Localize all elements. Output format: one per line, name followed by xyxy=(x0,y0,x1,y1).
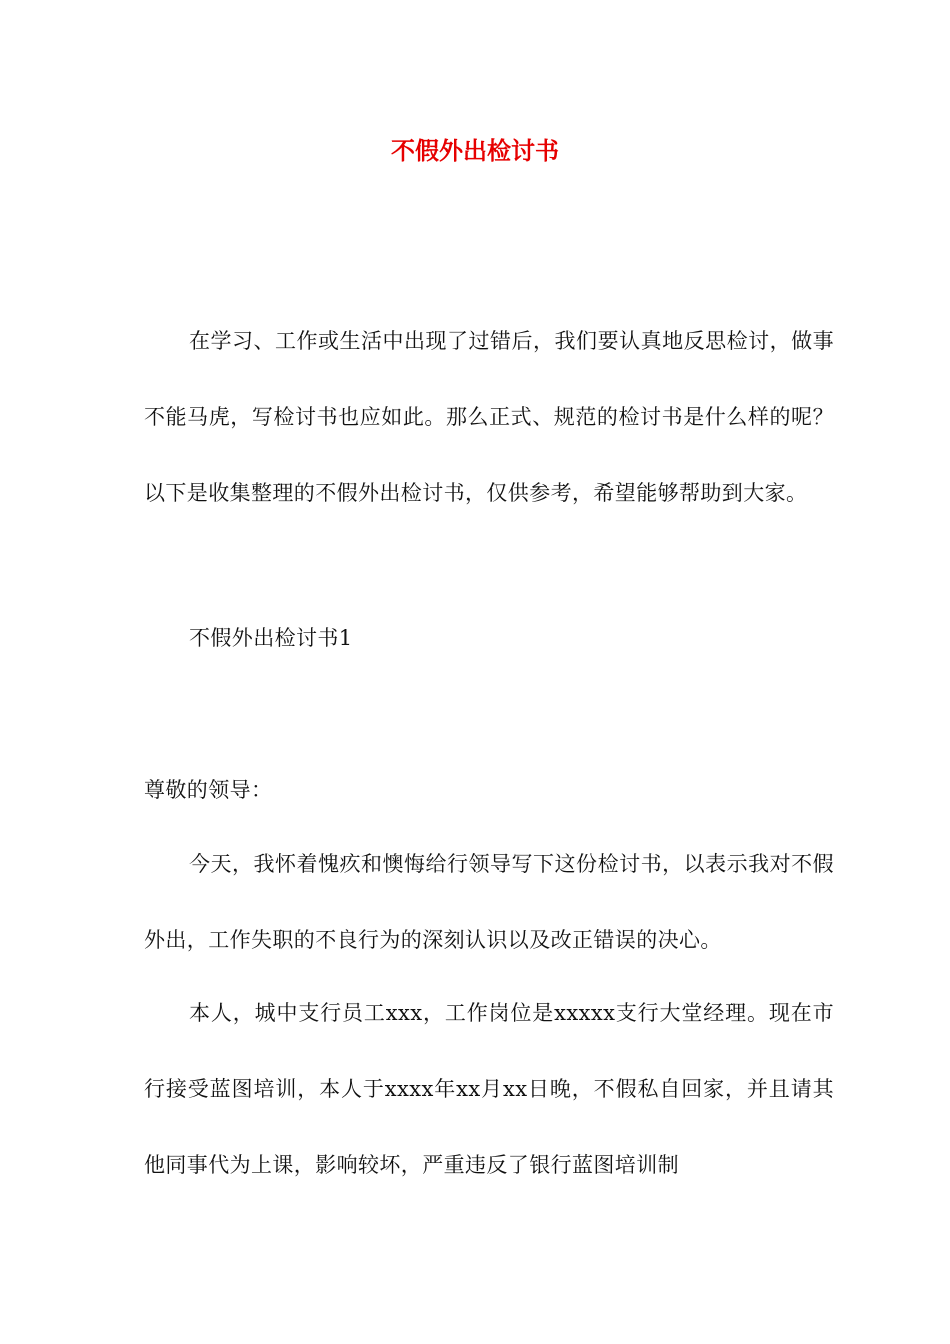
body-paragraph-2: 本人，城中支行员工xxx，工作岗位是xxxxx支行大堂经理。现在市行接受蓝图培训，本人于xxxx年xx月xx日晚，不假私自回家，并且请其他同事代为上课，影响较坏，严重违反了银行蓝图培训制 xyxy=(144,1001,834,1177)
section-heading: 不假外出检讨书1 xyxy=(189,626,353,650)
salutation: 尊敬的领导： xyxy=(144,778,273,802)
document-title: 不假外出检讨书 xyxy=(391,136,559,165)
body-paragraph-1: 今天，我怀着愧疚和懊悔给行领导写下这份检讨书，以表示我对不假外出，工作失职的不良行为的深刻认识以及改正错误的决心。 xyxy=(144,852,834,952)
intro-paragraph: 在学习、工作或生活中出现了过错后，我们要认真地反思检讨，做事不能马虎，写检讨书也应如此。那么正式、规范的检讨书是什么样的呢？以下是收集整理的不假外出检讨书，仅供参考，希望能够帮助到大家。 xyxy=(144,329,834,505)
